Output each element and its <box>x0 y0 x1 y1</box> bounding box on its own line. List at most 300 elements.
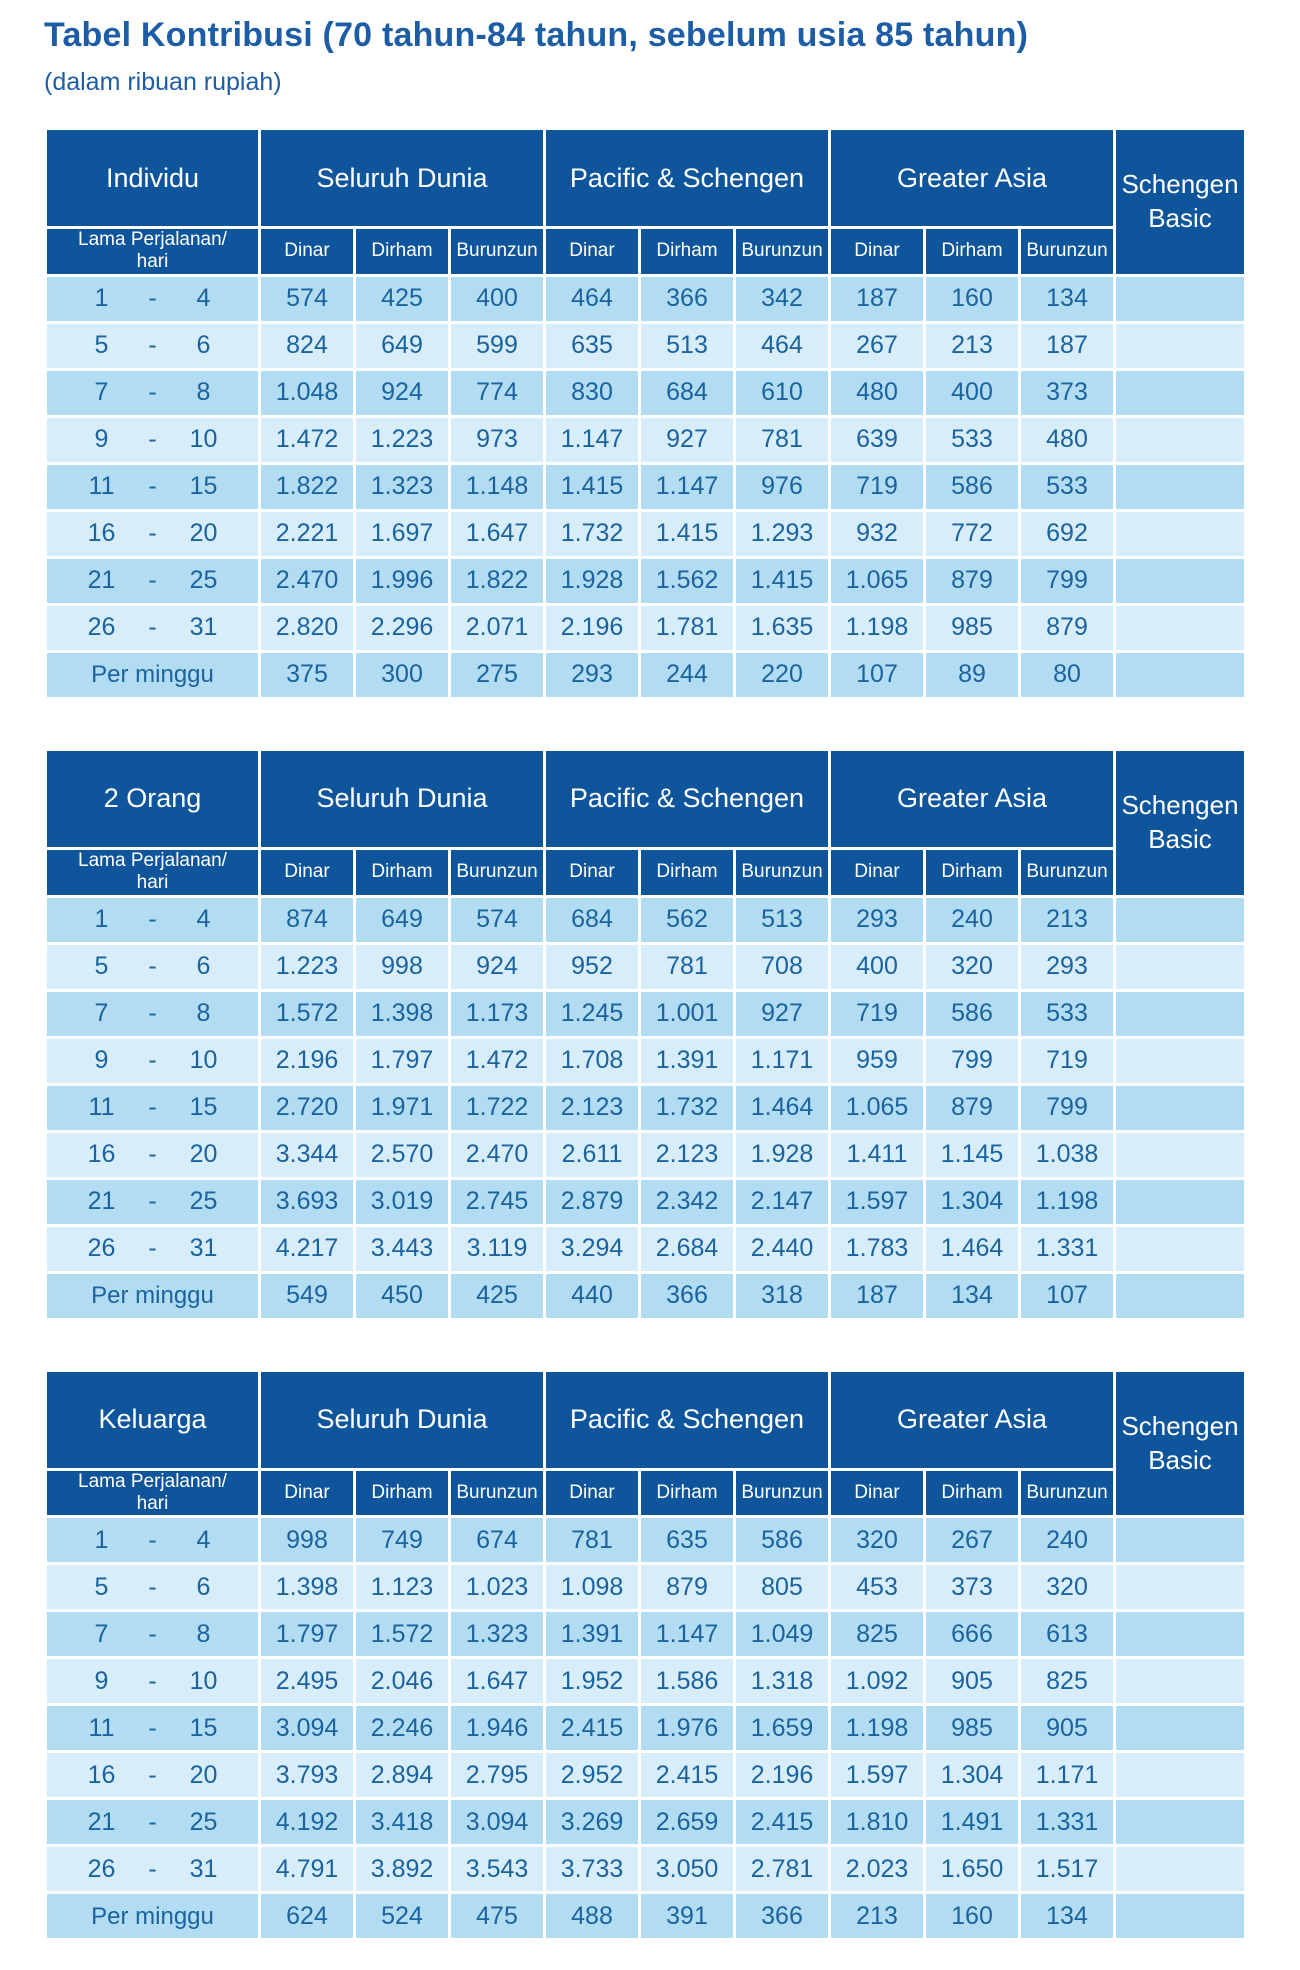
value-cell: 1.635 <box>735 604 830 651</box>
range-to: 25 <box>189 566 218 595</box>
value-cell: 2.495 <box>260 1658 355 1705</box>
range-to: 8 <box>196 999 211 1028</box>
value-cell: 293 <box>830 896 925 943</box>
value-cell: 998 <box>260 1517 355 1564</box>
value-cell: 998 <box>355 943 450 990</box>
value-cell: 3.050 <box>640 1846 735 1893</box>
table-row <box>46 510 1246 557</box>
value-cell: 240 <box>1020 1517 1115 1564</box>
currency-header-burunzun: Burunzun <box>450 228 545 276</box>
value-cell: 4.217 <box>260 1225 355 1272</box>
duration-cell <box>46 896 260 943</box>
duration-cell <box>46 463 260 510</box>
value-cell: 1.572 <box>355 1611 450 1658</box>
duration-range <box>47 425 258 454</box>
range-from: 7 <box>94 1619 109 1648</box>
value-cell: 80 <box>1020 651 1115 698</box>
currency-header-dinar: Dinar <box>260 1469 355 1517</box>
duration-range <box>47 905 258 934</box>
schengen-basic-cell <box>1115 1658 1246 1705</box>
value-cell: 1.411 <box>830 1131 925 1178</box>
duration-cell <box>46 275 260 322</box>
table-row <box>46 604 1246 651</box>
value-cell: 1.147 <box>545 416 640 463</box>
table-row <box>46 1084 1246 1131</box>
value-cell: 879 <box>925 1084 1020 1131</box>
region-header-2: Pacific & Schengen <box>545 129 830 228</box>
table-row <box>46 1799 1246 1846</box>
range-from: 7 <box>94 999 109 1028</box>
value-cell: 425 <box>355 275 450 322</box>
value-cell: 825 <box>1020 1658 1115 1705</box>
schengen-basic-cell <box>1115 1752 1246 1799</box>
value-cell: 240 <box>925 896 1020 943</box>
duration-range <box>47 284 258 313</box>
value-cell: 513 <box>640 322 735 369</box>
value-cell: 799 <box>925 1037 1020 1084</box>
range-separator: - <box>148 1713 157 1742</box>
duration-range <box>47 1761 258 1790</box>
duration-range <box>47 378 258 407</box>
currency-header-dinar: Dinar <box>545 228 640 276</box>
value-cell: 666 <box>925 1611 1020 1658</box>
schengen-basic-cell <box>1115 943 1246 990</box>
range-to: 20 <box>189 1760 218 1789</box>
range-to: 6 <box>196 952 211 981</box>
value-cell: 719 <box>1020 1037 1115 1084</box>
value-cell: 879 <box>1020 604 1115 651</box>
duration-header <box>46 228 260 276</box>
value-cell: 480 <box>830 369 925 416</box>
value-cell: 3.733 <box>545 1846 640 1893</box>
duration-cell <box>46 1658 260 1705</box>
range-to: 15 <box>189 1713 218 1742</box>
value-cell: 1.398 <box>260 1564 355 1611</box>
schengen-basic-cell <box>1115 1564 1246 1611</box>
value-cell: 1.147 <box>640 1611 735 1658</box>
range-separator: - <box>148 1572 157 1601</box>
duration-header-line2: hari <box>136 872 169 894</box>
range-to: 10 <box>189 1046 218 1075</box>
value-cell: 1.198 <box>830 1705 925 1752</box>
duration-range <box>47 331 258 360</box>
value-cell: 1.928 <box>545 557 640 604</box>
value-cell: 425 <box>450 1272 545 1319</box>
per-week-label: Per minggu <box>91 1282 214 1310</box>
value-cell: 1.198 <box>830 604 925 651</box>
value-cell: 2.795 <box>450 1752 545 1799</box>
value-cell: 719 <box>830 990 925 1037</box>
per-week-label: Per minggu <box>91 661 214 689</box>
duration-range <box>47 1187 258 1216</box>
value-cell: 781 <box>545 1517 640 1564</box>
currency-header-dinar: Dinar <box>830 1469 925 1517</box>
value-cell: 1.145 <box>925 1131 1020 1178</box>
duration-header-line2: hari <box>136 251 169 273</box>
value-cell: 1.323 <box>450 1611 545 1658</box>
currency-header-dinar: Dinar <box>545 848 640 896</box>
value-cell: 708 <box>735 943 830 990</box>
table-row <box>46 651 1246 698</box>
value-cell: 3.019 <box>355 1178 450 1225</box>
value-cell: 1.928 <box>735 1131 830 1178</box>
currency-header-dirham: Dirham <box>640 1469 735 1517</box>
range-from: 16 <box>87 1140 116 1169</box>
schengen-basic-cell <box>1115 1131 1246 1178</box>
range-to: 15 <box>189 472 218 501</box>
schengen-basic-cell <box>1115 1611 1246 1658</box>
duration-cell <box>46 1846 260 1893</box>
value-cell: 475 <box>450 1893 545 1940</box>
value-cell: 213 <box>1020 896 1115 943</box>
value-cell: 3.793 <box>260 1752 355 1799</box>
value-cell: 3.344 <box>260 1131 355 1178</box>
range-separator: - <box>148 1140 157 1169</box>
duration-cell <box>46 1131 260 1178</box>
table-row <box>46 1893 1246 1940</box>
value-cell: 3.892 <box>355 1846 450 1893</box>
value-cell: 2.879 <box>545 1178 640 1225</box>
value-cell: 879 <box>925 557 1020 604</box>
value-cell: 1.023 <box>450 1564 545 1611</box>
region-header-1: Seluruh Dunia <box>260 129 545 228</box>
range-separator: - <box>148 519 157 548</box>
value-cell: 1.597 <box>830 1752 925 1799</box>
value-cell: 976 <box>735 463 830 510</box>
value-cell: 927 <box>640 416 735 463</box>
range-separator: - <box>148 472 157 501</box>
value-cell: 959 <box>830 1037 925 1084</box>
currency-header-burunzun: Burunzun <box>450 1469 545 1517</box>
value-cell: 2.440 <box>735 1225 830 1272</box>
schengen-basic-cell <box>1115 990 1246 1037</box>
value-cell: 1.173 <box>450 990 545 1037</box>
value-cell: 2.720 <box>260 1084 355 1131</box>
value-cell: 549 <box>260 1272 355 1319</box>
duration-cell <box>46 1178 260 1225</box>
value-cell: 879 <box>640 1564 735 1611</box>
duration-cell <box>46 1037 260 1084</box>
range-to: 31 <box>189 1854 218 1883</box>
currency-header-dirham: Dirham <box>925 848 1020 896</box>
value-cell: 1.323 <box>355 463 450 510</box>
value-cell: 1.708 <box>545 1037 640 1084</box>
value-cell: 464 <box>735 322 830 369</box>
range-separator: - <box>148 1525 157 1554</box>
value-cell: 1.572 <box>260 990 355 1037</box>
value-cell: 220 <box>735 651 830 698</box>
value-cell: 400 <box>450 275 545 322</box>
page-subtitle: (dalam ribuan rupiah) <box>44 68 282 96</box>
value-cell: 1.245 <box>545 990 640 1037</box>
region-header-1: Seluruh Dunia <box>260 749 545 848</box>
range-from: 9 <box>94 1666 109 1695</box>
range-from: 26 <box>87 1234 116 1263</box>
value-cell: 3.294 <box>545 1225 640 1272</box>
value-cell: 1.562 <box>640 557 735 604</box>
schengen-basic-header: Schengen Basic <box>1115 1370 1246 1517</box>
value-cell: 3.543 <box>450 1846 545 1893</box>
duration-range <box>47 1667 258 1696</box>
table-row <box>46 275 1246 322</box>
duration-range <box>47 472 258 501</box>
duration-cell <box>46 943 260 990</box>
value-cell: 684 <box>640 369 735 416</box>
value-cell: 830 <box>545 369 640 416</box>
range-to: 20 <box>189 519 218 548</box>
range-from: 21 <box>87 1187 116 1216</box>
duration-cell <box>46 651 260 698</box>
value-cell: 674 <box>450 1517 545 1564</box>
value-cell: 2.196 <box>260 1037 355 1084</box>
range-separator: - <box>148 1619 157 1648</box>
range-separator: - <box>148 1187 157 1216</box>
value-cell: 1.048 <box>260 369 355 416</box>
range-to: 10 <box>189 1666 218 1695</box>
value-cell: 2.470 <box>450 1131 545 1178</box>
value-cell: 613 <box>1020 1611 1115 1658</box>
value-cell: 2.415 <box>640 1752 735 1799</box>
range-from: 26 <box>87 613 116 642</box>
duration-header-line2: hari <box>136 1493 169 1515</box>
duration-cell <box>46 1084 260 1131</box>
value-cell: 574 <box>450 896 545 943</box>
duration-cell <box>46 990 260 1037</box>
value-cell: 1.797 <box>355 1037 450 1084</box>
region-header-3: Greater Asia <box>830 749 1115 848</box>
value-cell: 1.586 <box>640 1658 735 1705</box>
region-header-3: Greater Asia <box>830 1370 1115 1469</box>
table-row <box>46 369 1246 416</box>
value-cell: 2.196 <box>545 604 640 651</box>
schengen-basic-cell <box>1115 275 1246 322</box>
value-cell: 932 <box>830 510 925 557</box>
region-header-1: Seluruh Dunia <box>260 1370 545 1469</box>
currency-header-burunzun: Burunzun <box>1020 1469 1115 1517</box>
range-to: 15 <box>189 1093 218 1122</box>
table-row <box>46 1225 1246 1272</box>
value-cell: 1.304 <box>925 1178 1020 1225</box>
value-cell: 1.415 <box>640 510 735 557</box>
value-cell: 774 <box>450 369 545 416</box>
value-cell: 488 <box>545 1893 640 1940</box>
duration-cell <box>46 1893 260 1940</box>
value-cell: 373 <box>925 1564 1020 1611</box>
value-cell: 1.198 <box>1020 1178 1115 1225</box>
duration-range <box>47 566 258 595</box>
value-cell: 160 <box>925 1893 1020 1940</box>
value-cell: 3.443 <box>355 1225 450 1272</box>
range-from: 11 <box>88 472 115 501</box>
value-cell: 293 <box>1020 943 1115 990</box>
value-cell: 781 <box>735 416 830 463</box>
duration-cell <box>46 1611 260 1658</box>
value-cell: 985 <box>925 1705 1020 1752</box>
value-cell: 772 <box>925 510 1020 557</box>
range-from: 9 <box>94 425 109 454</box>
duration-range <box>47 952 258 981</box>
value-cell: 1.722 <box>450 1084 545 1131</box>
value-cell: 586 <box>925 990 1020 1037</box>
region-header-2: Pacific & Schengen <box>545 749 830 848</box>
value-cell: 1.304 <box>925 1752 1020 1799</box>
table-row <box>46 1517 1246 1564</box>
schengen-basic-cell <box>1115 369 1246 416</box>
value-cell: 2.296 <box>355 604 450 651</box>
value-cell: 4.192 <box>260 1799 355 1846</box>
value-cell: 373 <box>1020 369 1115 416</box>
schengen-basic-cell <box>1115 1084 1246 1131</box>
currency-header-burunzun: Burunzun <box>1020 848 1115 896</box>
region-header-2: Pacific & Schengen <box>545 1370 830 1469</box>
duration-header-line1: Lama Perjalanan/ <box>78 1470 227 1492</box>
value-cell: 1.650 <box>925 1846 1020 1893</box>
value-cell: 2.611 <box>545 1131 640 1178</box>
duration-range <box>47 1808 258 1837</box>
range-separator: - <box>148 1760 157 1789</box>
value-cell: 1.065 <box>830 557 925 604</box>
currency-header-burunzun: Burunzun <box>735 848 830 896</box>
table-row <box>46 557 1246 604</box>
table-row <box>46 943 1246 990</box>
value-cell: 160 <box>925 275 1020 322</box>
range-from: 11 <box>88 1093 115 1122</box>
schengen-basic-cell <box>1115 1037 1246 1084</box>
range-to: 20 <box>189 1140 218 1169</box>
value-cell: 366 <box>640 1272 735 1319</box>
tables-container <box>44 127 1300 1941</box>
value-cell: 599 <box>450 322 545 369</box>
value-cell: 1.472 <box>450 1037 545 1084</box>
value-cell: 2.221 <box>260 510 355 557</box>
range-to: 4 <box>196 284 211 313</box>
value-cell: 1.065 <box>830 1084 925 1131</box>
currency-header-dirham: Dirham <box>640 848 735 896</box>
range-from: 9 <box>94 1046 109 1075</box>
value-cell: 1.171 <box>735 1037 830 1084</box>
category-header: 2 Orang <box>46 749 260 848</box>
range-separator: - <box>148 425 157 454</box>
currency-header-dinar: Dinar <box>260 228 355 276</box>
value-cell: 134 <box>1020 275 1115 322</box>
table-row <box>46 1611 1246 1658</box>
value-cell: 1.223 <box>355 416 450 463</box>
table-row <box>46 322 1246 369</box>
duration-range <box>47 1573 258 1602</box>
value-cell: 187 <box>1020 322 1115 369</box>
range-separator: - <box>148 1666 157 1695</box>
value-cell: 4.791 <box>260 1846 355 1893</box>
range-from: 21 <box>87 1807 116 1836</box>
duration-range <box>47 1234 258 1263</box>
value-cell: 1.472 <box>260 416 355 463</box>
schengen-basic-cell <box>1115 557 1246 604</box>
range-from: 1 <box>94 1525 109 1554</box>
table-row <box>46 1846 1246 1893</box>
duration-header-line1: Lama Perjalanan/ <box>78 849 227 871</box>
value-cell: 1.049 <box>735 1611 830 1658</box>
duration-cell <box>46 557 260 604</box>
range-from: 21 <box>87 566 116 595</box>
value-cell: 2.123 <box>545 1084 640 1131</box>
duration-cell <box>46 416 260 463</box>
value-cell: 1.822 <box>260 463 355 510</box>
value-cell: 1.781 <box>640 604 735 651</box>
range-from: 11 <box>88 1713 115 1742</box>
value-cell: 586 <box>925 463 1020 510</box>
value-cell: 1.398 <box>355 990 450 1037</box>
range-from: 7 <box>94 378 109 407</box>
value-cell: 805 <box>735 1564 830 1611</box>
duration-cell <box>46 604 260 651</box>
value-cell: 107 <box>1020 1272 1115 1319</box>
table-row <box>46 1658 1246 1705</box>
value-cell: 1.464 <box>735 1084 830 1131</box>
value-cell: 300 <box>355 651 450 698</box>
value-cell: 375 <box>260 651 355 698</box>
value-cell: 342 <box>735 275 830 322</box>
value-cell: 574 <box>260 275 355 322</box>
contribution-table-keluarga <box>44 1369 1247 1942</box>
duration-cell <box>46 1564 260 1611</box>
value-cell: 187 <box>830 275 925 322</box>
duration-cell <box>46 1272 260 1319</box>
value-cell: 639 <box>830 416 925 463</box>
value-cell: 1.697 <box>355 510 450 557</box>
value-cell: 2.570 <box>355 1131 450 1178</box>
value-cell: 781 <box>640 943 735 990</box>
value-cell: 1.517 <box>1020 1846 1115 1893</box>
contribution-table-2-orang <box>44 748 1247 1321</box>
duration-range <box>47 519 258 548</box>
value-cell: 649 <box>355 896 450 943</box>
schengen-basic-cell <box>1115 1178 1246 1225</box>
currency-header-dirham: Dirham <box>355 228 450 276</box>
value-cell: 1.293 <box>735 510 830 557</box>
schengen-basic-header: Schengen Basic <box>1115 129 1246 276</box>
value-cell: 927 <box>735 990 830 1037</box>
value-cell: 213 <box>925 322 1020 369</box>
value-cell: 513 <box>735 896 830 943</box>
currency-header-dirham: Dirham <box>640 228 735 276</box>
value-cell: 1.038 <box>1020 1131 1115 1178</box>
value-cell: 450 <box>355 1272 450 1319</box>
value-cell: 1.647 <box>450 510 545 557</box>
value-cell: 3.269 <box>545 1799 640 1846</box>
schengen-basic-cell <box>1115 463 1246 510</box>
schengen-basic-cell <box>1115 1517 1246 1564</box>
value-cell: 533 <box>925 416 1020 463</box>
duration-cell <box>46 1517 260 1564</box>
schengen-basic-cell <box>1115 1893 1246 1940</box>
value-cell: 1.732 <box>640 1084 735 1131</box>
duration-range <box>47 1855 258 1884</box>
schengen-basic-cell <box>1115 510 1246 557</box>
schengen-basic-cell <box>1115 1705 1246 1752</box>
duration-cell <box>46 369 260 416</box>
value-cell: 924 <box>355 369 450 416</box>
value-cell: 586 <box>735 1517 830 1564</box>
value-cell: 684 <box>545 896 640 943</box>
value-cell: 1.971 <box>355 1084 450 1131</box>
value-cell: 1.783 <box>830 1225 925 1272</box>
value-cell: 952 <box>545 943 640 990</box>
value-cell: 2.684 <box>640 1225 735 1272</box>
duration-header-line1: Lama Perjalanan/ <box>78 229 227 250</box>
value-cell: 2.781 <box>735 1846 830 1893</box>
value-cell: 1.092 <box>830 1658 925 1705</box>
value-cell: 1.223 <box>260 943 355 990</box>
